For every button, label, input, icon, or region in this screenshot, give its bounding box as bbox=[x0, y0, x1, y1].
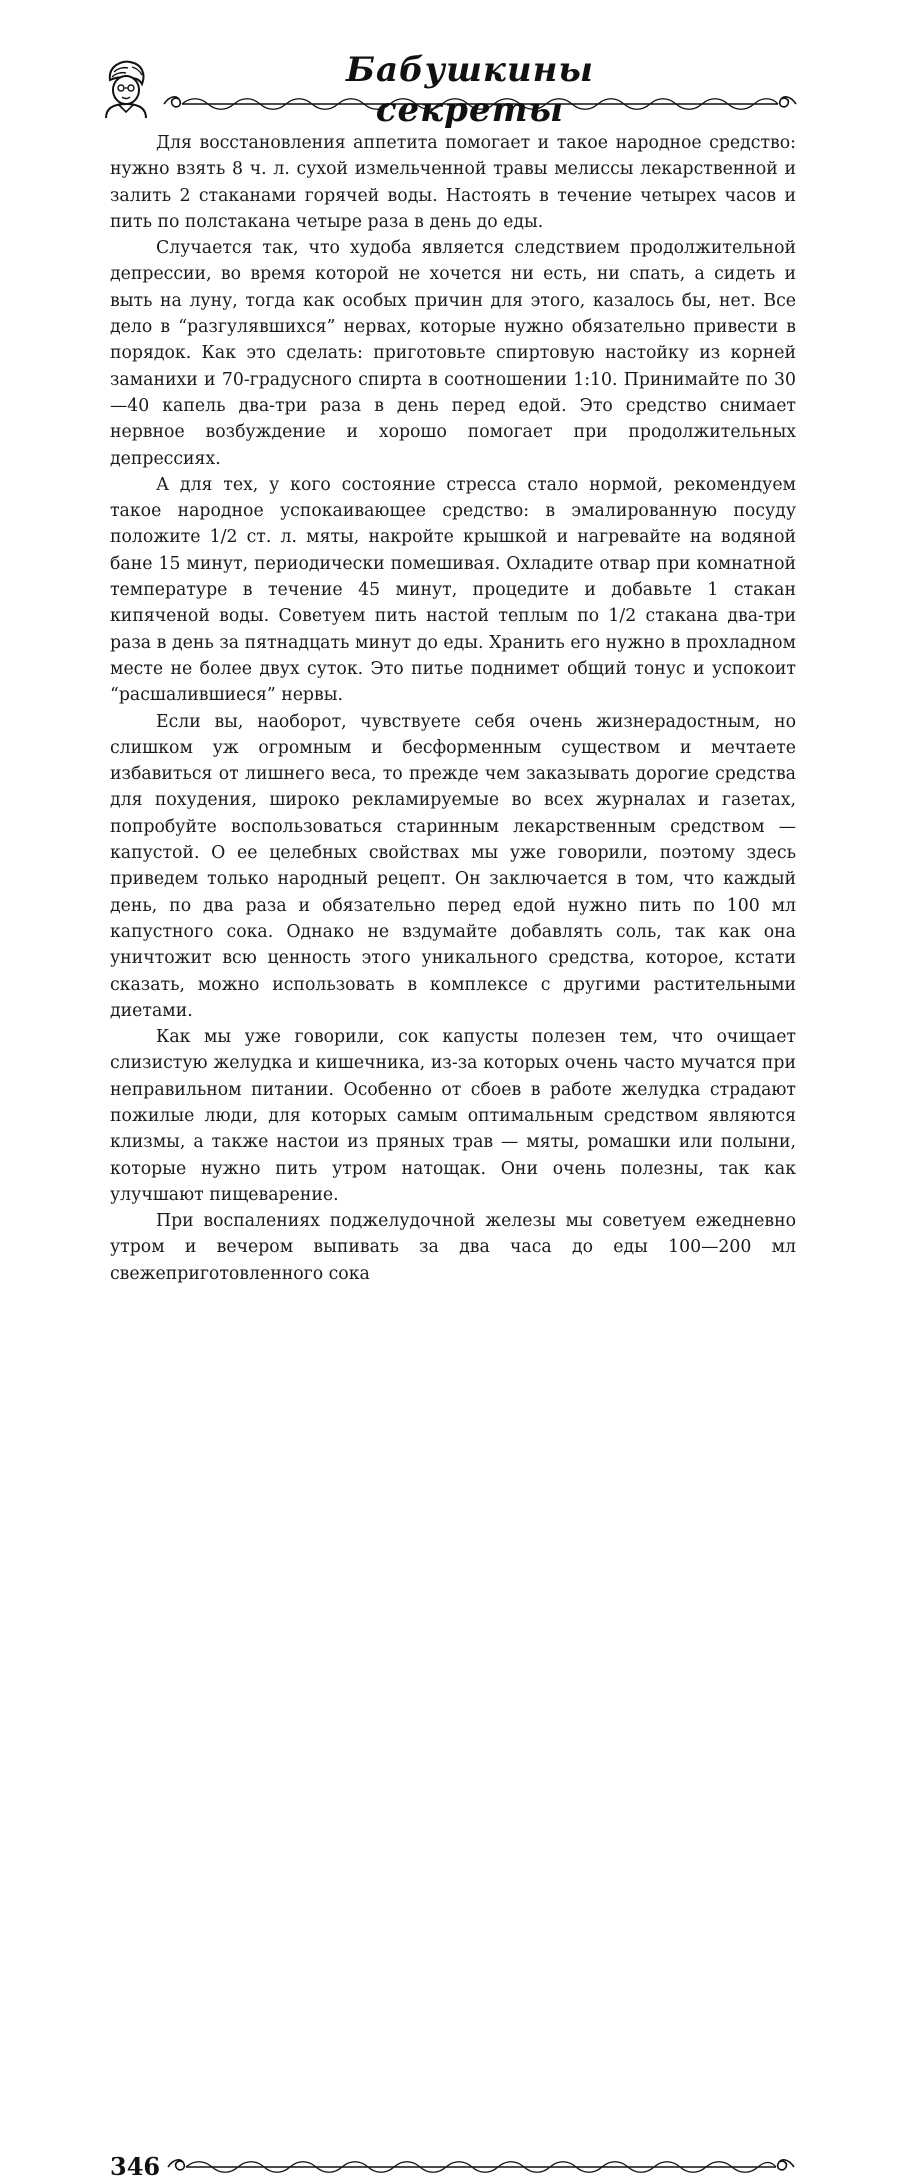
ornamental-rule-top bbox=[160, 91, 800, 117]
paragraph-cabbage: Если вы, наоборот, чувствуете себя очень жизнерадостным, но слишком уж огромным и бесформенным существом и мечтаете избавиться от лишнего веса, то прежде чем заказывать дорогие средства для похудения, широко рекламируемые во всех журналах и газетах, попробуйте воспользоваться старинным лекарственным средством — капустой. О ее целебных свойствах мы уже говорили, поэтому здесь приведем только народный рецепт. Он заключается в том, что каждый день, по два раза и обязательно перед едой нужно пить по 100 мл капустного сока. Однако не вздумайте добавлять соль, так как она уничтожит всю ценность этого уникального средства, которое, кстати сказать, можно использовать в комплексе с другими растительными диетами. bbox=[110, 711, 796, 1021]
paragraph-stress: А для тех, у кого состояние стресса стало нормой, рекомендуем такое народное успокаивающее средство: в эмалированную посуду положите 1/2 ст. л. мяты, накройте крышкой и нагревайте на водяной бане 15 минут, периодически помешивая. Охладите отвар при комнатной температуре в течение 45 минут, процедите и добавьте 1 стакан кипяченой воды. Советуем пить настой теплым по 1/2 стакана два-три раза в день за пятнадцать минут до еды. Хранить его нужно в прохладном месте не более двух суток. Это питье поднимет общий тонус и успокоит “расшалившиеся” нервы. bbox=[110, 474, 796, 706]
page-header bbox=[0, 0, 900, 130]
paragraph-pancreas: При воспалениях поджелудочной железы мы советуем ежедневно утром и вечером выпивать за два часа до еды 100—200 мл свежеприготовленного сока bbox=[110, 1211, 796, 1284]
paragraph-appetite: Для восстановления аппетита помогает и такое народное средство: нужно взять 8 ч. л. сухой измельченной травы мелиссы лекарственной и залить 2 стаканами горячей воды. Настоять в течение четырех часов и пить по полстакана четыре раза в день до еды. bbox=[110, 133, 796, 232]
page-number: 346 bbox=[110, 2152, 161, 2181]
page-title: Бабушкины секреты bbox=[345, 50, 595, 130]
paragraph-stomach: Как мы уже говорили, сок капусты полезен тем, что очищает слизистую желудка и кишечника, из-за которых очень часто мучатся при неправильном питании. Особенно от сбоев в работе желудка страдают пожилые люди, для которых самым оптимальным средством являются клизмы, а также настои из пряных трав — мяты, ромашки или полыни, которые нужно пить утром натощак. Они очень полезны, так как улучшают пищеварение. bbox=[110, 1027, 796, 1205]
paragraph-depression: Случается так, что худоба является следствием продолжительной депрессии, во время которой не хочется ни есть, ни спать, а сидеть и выть на луну, тогда как особых причин для этого, казалось бы, нет. Все дело в “разгулявшихся” нервах, которые нужно обязательно привести в порядок. Как это сделать: приготовьте спиртовую настойку из корней заманихи и 70-градусного спирта в соотношении 1:10. Принимайте по 30—40 капель два-три раза в день перед едой. Это средство снимает нервное возбуждение и хорошо помогает при продолжительных депрессиях. bbox=[110, 238, 796, 469]
grandmother-portrait-icon bbox=[100, 58, 152, 118]
ornamental-rule-bottom bbox=[164, 2154, 798, 2180]
